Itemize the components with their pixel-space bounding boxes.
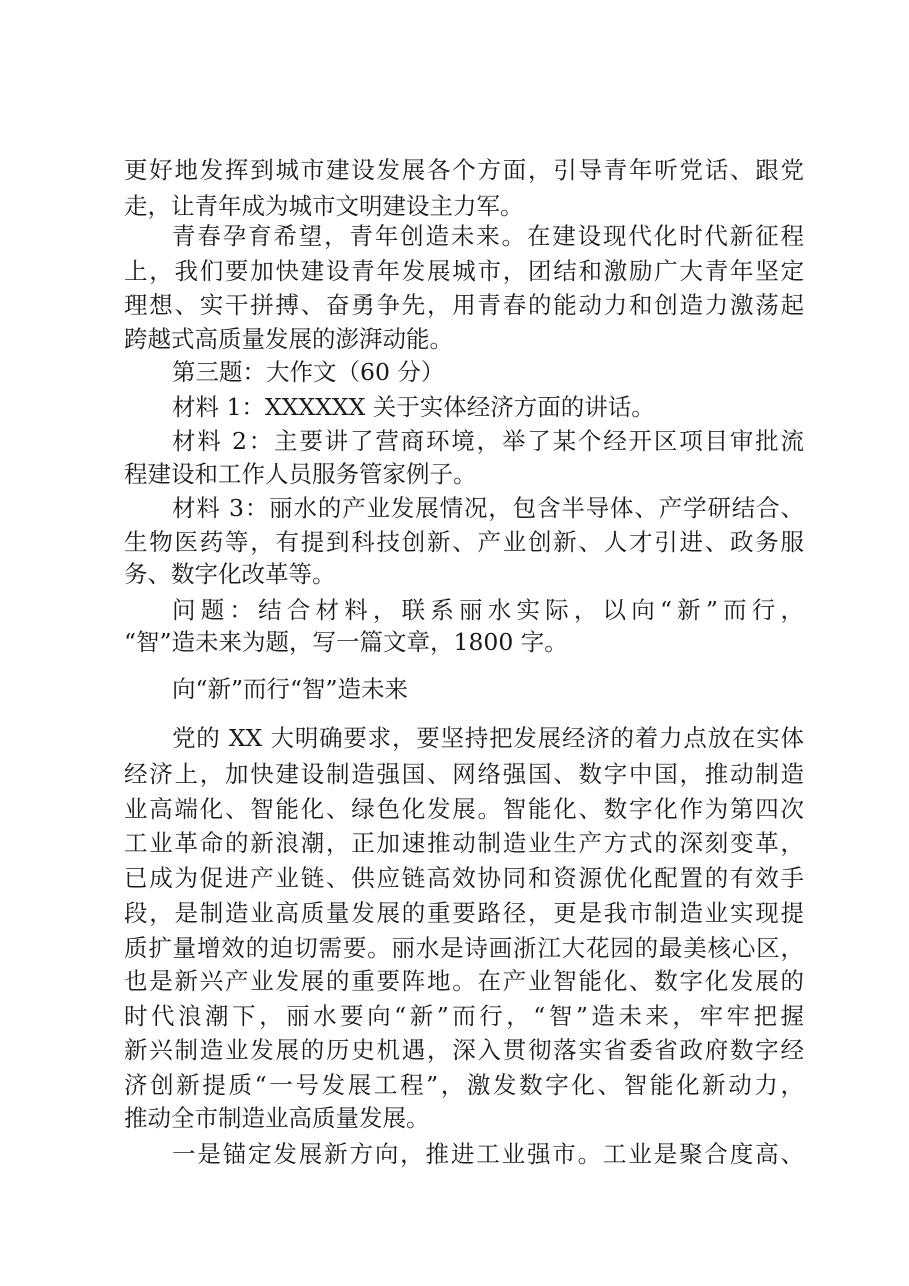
material-line: 材料 3：丽水的产业发展情况，包含半导体、产学研结合、 [172,494,804,522]
paragraph-line: 上，我们要加快建设青年发展城市，团结和激励广大青年坚定 [124,257,804,285]
question-line: 问题：结合材料，联系丽水实际，以向“新”而行， [172,596,804,624]
essay-line: 济创新提质“一号发展工程”，激发数字化、智能化新动力， [124,1071,804,1099]
essay-line: 业高端化、智能化、绿色化发展。智能化、数字化作为第四次 [124,795,804,823]
essay-line: 党的 XX 大明确要求，要坚持把发展经济的着力点放在实体 [172,724,804,752]
essay-title: 向“新”而行“智”造未来 [172,675,409,703]
essay-line: 经济上，加快建设制造强国、网络强国、数字中国，推动制造 [124,760,804,788]
essay-line: 段，是制造业高质量发展的重要路径，更是我市制造业实现提 [124,899,804,927]
essay-line: 时代浪潮下，丽水要向“新”而行，“智”造未来，牢牢把握 [124,1002,804,1030]
material-line: 程建设和工作人员服务管家例子。 [124,460,477,488]
material-line: 材料 2：主要讲了营商环境，举了某个经开区项目审批流 [172,427,804,455]
essay-line: 新兴制造业发展的历史机遇，深入贯彻落实省委省政府数字经 [124,1036,804,1064]
material-line: 材料 1：XXXXXX 关于实体经济方面的讲话。 [172,393,655,421]
section-heading: 第三题：大作文（60 分） [172,358,445,386]
essay-line: 一是锚定发展新方向，推进工业强市。工业是聚合度高、 [172,1140,804,1168]
paragraph-line: 青春孕育希望，青年创造未来。在建设现代化时代新征程 [172,222,804,250]
essay-line: 质扩量增效的迫切需要。丽水是诗画浙江大花园的最美核心区， [124,934,804,962]
material-line: 生物医药等，有提到科技创新、产业创新、人才引进、政务服 [124,528,804,556]
essay-line: 已成为促进产业链、供应链高效协同和资源优化配置的有效手 [124,864,804,892]
paragraph-line: 理想、实干拼搏、奋勇争先，用青春的能动力和创造力激荡起 [124,291,804,319]
essay-line: 也是新兴产业发展的重要阵地。在产业智能化、数字化发展的 [124,967,804,995]
question-line: “智”造未来为题，写一篇文章，1800 字。 [124,628,568,656]
material-line: 务、数字化改革等。 [124,560,336,588]
paragraph-line: 走，让青年成为城市文明建设主力军。 [124,192,524,220]
essay-line: 推动全市制造业高质量发展。 [124,1104,430,1132]
paragraph-line: 更好地发挥到城市建设发展各个方面，引导青年听党话、跟党 [124,156,804,184]
essay-line: 工业革命的新浪潮，正加速推动制造业生产方式的深刻变革， [124,829,804,857]
paragraph-line: 跨越式高质量发展的澎湃动能。 [124,325,453,353]
